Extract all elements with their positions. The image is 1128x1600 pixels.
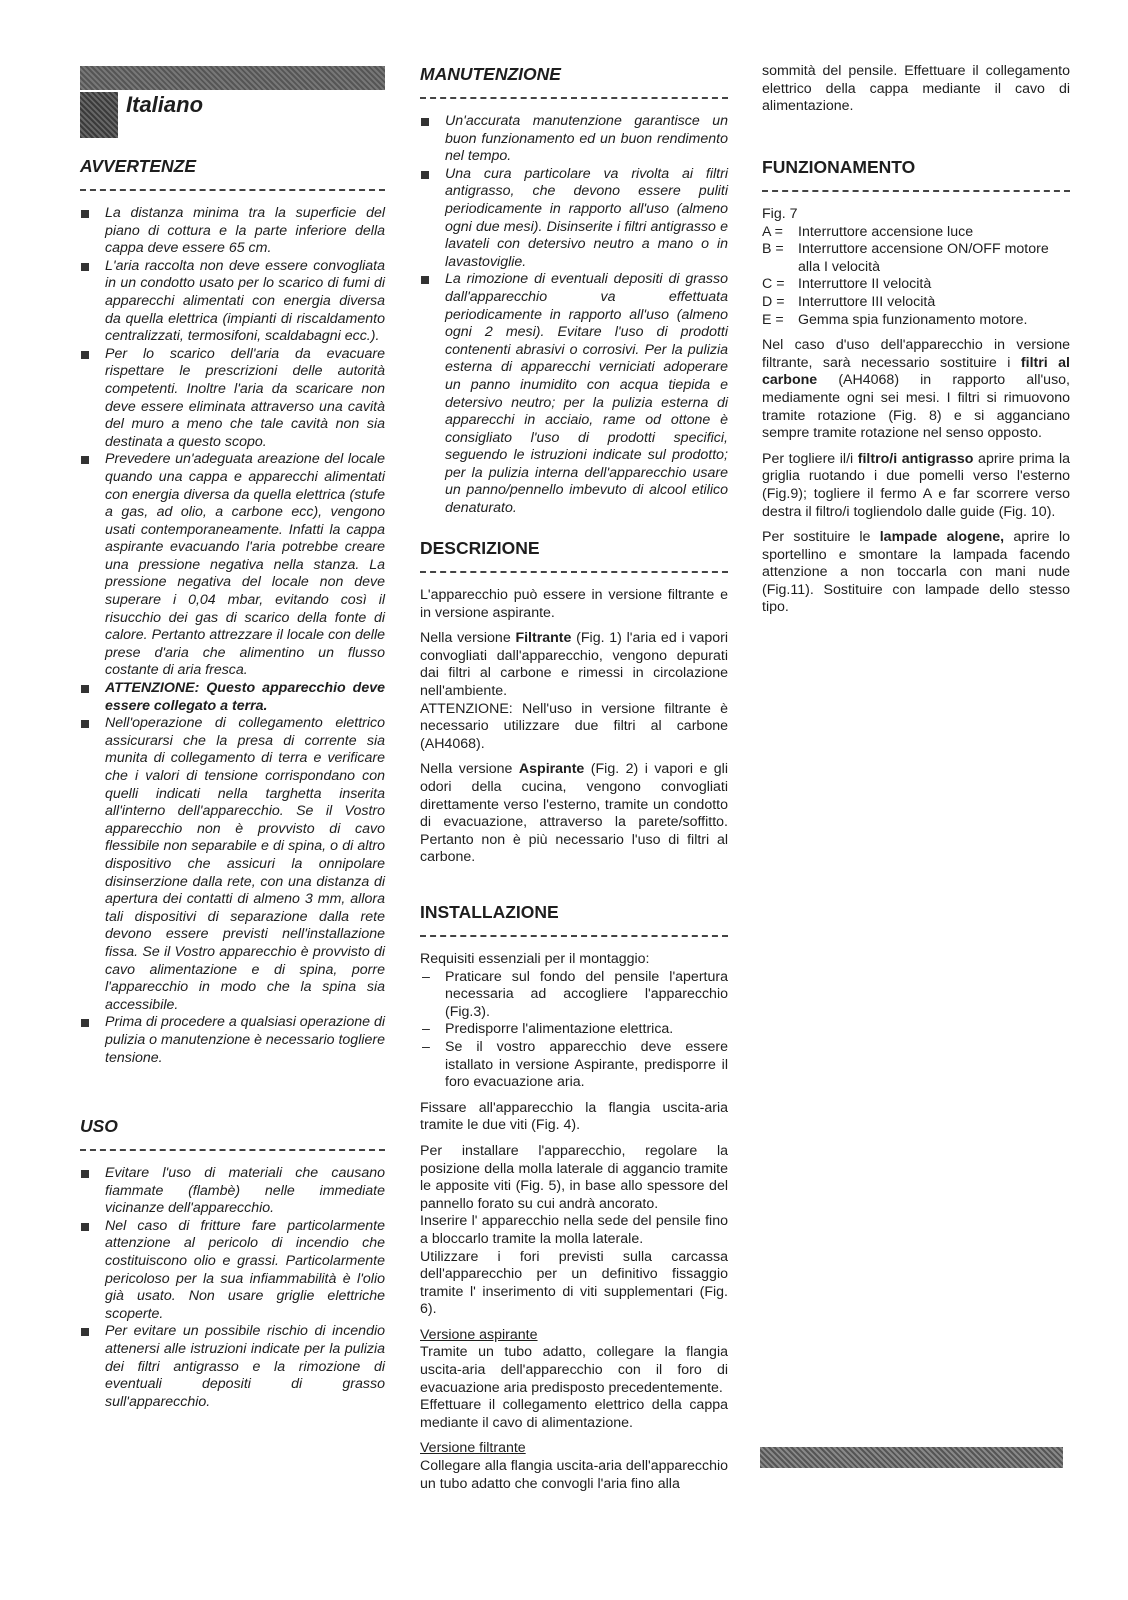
paragraph: sommità del pensile. Effettuare il collegamento elettrico della cappa mediante il cavo di alimentazione. <box>762 63 1070 115</box>
legend-item: B = Interruttore accensione ON/OFF motore alla I velocità <box>762 241 1049 275</box>
legend-item: E = Gemma spia funzionamento motore. <box>762 311 1028 328</box>
section-avvertenze <box>80 155 385 1067</box>
paragraph: Fissare all'apparecchio la flangia uscita-aria tramite le due viti (Fig. 4). <box>420 1099 728 1134</box>
section-manutenzione <box>420 63 728 518</box>
list-item: Prevedere un'adeguata areazione del locale quando una cappa e apparecchi alimentati con energia diversa da quella elettrica (stufe a gas, ad olio, a carbone ecc), vengono usati contemporaneamente. Infatti la cappa aspirante evacuando l'aria potrebbe creare una pressione negativa nella stanza. La pressione negativa del locale non deve superare i 0,04 mbar, evitando così il risucchio dei gas di scarico della fonte di calore. Pertanto attrezzare il locale con delle prese d'aria che alimentino un flusso costante di aria fresca. <box>80 451 385 680</box>
divider <box>420 935 728 937</box>
subheading: Versione filtrante <box>420 1440 526 1457</box>
bullet-icon <box>81 1328 89 1336</box>
section-heading: MANUTENZIONE <box>420 64 561 84</box>
list-item: – Predisporre l'alimentazione elettrica. <box>422 1021 674 1038</box>
paragraph: Nella versione Aspirante (Fig. 2) i vapori e gli odori della cucina, vengono convogliati direttamente verso l'esterno, tramite un condotto di evacuazione, attraverso la parete/soffitto. Pertanto non è più necessario l'uso di filtri al carbone. <box>420 761 728 866</box>
warning-list <box>80 205 385 1067</box>
section-descrizione <box>420 537 728 875</box>
bullet-icon <box>81 1170 89 1178</box>
list-item: Per lo scarico dell'aria da evacuare rispettare le prescrizioni delle autorità competenti. Inoltre l'aria da scaricare non deve essere eliminata attraverso una cavità del muro a meno che tale cavità non sia destinata a questo scopo. <box>80 346 385 452</box>
list-item: Un'accurata manutenzione garantisce un buon funzionamento ed un buon rendimento nel tempo. <box>420 113 728 166</box>
right-column <box>762 63 1070 124</box>
bullet-icon <box>81 1223 89 1231</box>
list-item: Prima di procedere a qualsiasi operazione di pulizia o manutenzione è necessario togliere tensione. <box>80 1014 385 1067</box>
divider <box>80 1149 385 1151</box>
paragraph: Nella versione Filtrante (Fig. 1) l'aria ed i vapori convogliati dall'apparecchio, vengono depurati dai filtri al carbone e rimessi in circolazione nell'ambiente. <box>420 630 728 699</box>
list-item: La distanza minima tra la superficie del piano di cottura e la parte inferiore della cappa deve essere 65 cm. <box>80 205 385 258</box>
paragraph: Inserire l' apparecchio nella sede del pensile fino a bloccarlo tramite la molla laterale. <box>420 1213 728 1247</box>
subheading: Versione aspirante <box>420 1326 538 1343</box>
language-marker <box>80 92 118 138</box>
list-item: Evitare l'uso di materiali che causano fiammate (flambè) nelle immediate vicinanze dell'apparecchio. <box>80 1165 385 1218</box>
language-title: Italiano <box>126 92 204 117</box>
list-item: – Se il vostro apparecchio deve essere istallato in versione Aspirante, predisporre il foro evacuazione aria. <box>422 1038 728 1091</box>
divider <box>420 571 728 573</box>
list-item: – Praticare sul fondo del pensile l'apertura necessaria ad accogliere l'apparecchio (Fig.3). <box>422 968 728 1020</box>
legend-item: C = Interruttore II velocità <box>762 276 932 293</box>
control-legend <box>762 224 1070 330</box>
list-item: La rimozione di eventuali depositi di grasso dall'apparecchio va effettuata periodicamente in rapporto all'uso (almeno ogni 2 mesi). Evitare l'uso di prodotti contenenti abrasivi o corrosivi. Per la pulizia esterna di apparecchi verniciati adoperare un panno inumidito con acqua tiepida e detersivo neutro; per la pulizia esterna di apparecchi in acciaio, rame od ottone è consigliato l'uso di prodotti specifici, seguendo le istruzioni indicate sul prodotto; per la pulizia interna dell'apparecchio usare un panno/pennello imbevuto di alcool etilico denaturato. <box>420 271 728 517</box>
bullet-icon <box>81 263 89 271</box>
dash-icon: – <box>422 1021 430 1038</box>
figure-ref: Fig. 7 <box>762 206 798 222</box>
bullet-icon <box>81 1019 89 1027</box>
paragraph: Tramite un tubo adatto, collegare la flangia uscita-aria dell'apparecchio con il foro di evacuazione aria predisposto precedentemente. <box>420 1344 728 1396</box>
divider <box>762 190 1070 192</box>
paragraph: Utilizzare i fori previsti sulla carcassa dell'apparecchio per un definitivo fissaggio tramite l' inserimento di viti supplementari (Fig. 6). <box>420 1248 728 1318</box>
list-item: Una cura particolare va rivolta ai filtri antigrasso, che devono essere puliti periodicamente in rapporto all'uso (almeno ogni due mesi). Disinserite i filtri antigrasso e lavateli con detersivo neutro a mano o in lavastoviglie. <box>420 166 728 272</box>
bullet-icon <box>81 351 89 359</box>
section-heading: FUNZIONAMENTO <box>762 157 916 177</box>
section-installazione <box>420 901 728 1493</box>
bullet-icon <box>81 720 89 728</box>
bullet-icon <box>421 171 429 179</box>
maintenance-list <box>420 113 728 518</box>
paragraph: Collegare alla flangia uscita-aria dell'apparecchio un tubo adatto che convogli l'aria fino alla <box>420 1458 728 1492</box>
legend-item: A = Interruttore accensione luce <box>762 223 974 240</box>
list-item: Nel caso di fritture fare particolarmente attenzione al pericolo di incendio che costituiscono olio e grassi. Particolarmente pericoloso per la sua infiammabilità è l'olio già usato. Non usare griglie elettriche scoperte. <box>80 1218 385 1324</box>
legend-item: D = Interruttore III velocità <box>762 293 936 310</box>
paragraph: Per sostituire le lampade alogene, aprire lo sportellino e smontare la lampada facendo attenzione a non toccarla con mani nude (Fig.11). Sostituire con lampade dello stesso tipo. <box>762 529 1071 616</box>
section-heading: AVVERTENZE <box>80 156 197 176</box>
paragraph: Effettuare il collegamento elettrico della cappa mediante il cavo di alimentazione. <box>420 1397 728 1431</box>
paragraph: Per togliere il/i filtro/i antigrasso aprire prima la griglia ruotando i due pomelli verso l'esterno (Fig.9); togliere il fermo A e far scorrere verso destra il filtro/i togliendolo dalle guide (Fig. 10). <box>762 450 1071 520</box>
bullet-icon <box>81 456 89 464</box>
header-bar <box>80 66 385 90</box>
dash-icon: – <box>422 1038 430 1055</box>
section-heading: USO <box>80 1116 118 1136</box>
paragraph: Per installare l'apparecchio, regolare la posizione della molla laterale di aggancio tramite le apposite viti (Fig. 5), in base allo spessore del pannello forato su cui andrà ancorato. <box>420 1142 728 1212</box>
section-uso <box>80 1115 385 1411</box>
section-heading: INSTALLAZIONE <box>420 902 559 922</box>
paragraph: Requisiti essenziali per il montaggio: <box>420 951 650 967</box>
requirements-list <box>420 969 728 1092</box>
paragraph: ATTENZIONE: Nell'uso in versione filtrante è necessario utilizzare due filtri al carbone (AH4068). <box>420 700 728 752</box>
section-heading: DESCRIZIONE <box>420 538 540 558</box>
list-item: Per evitare un possibile rischio di incendio attenersi alle istruzioni indicate per la pulizia dei filtri antigrasso e la rimozione di eventuali depositi di grasso sull'apparecchio. <box>80 1323 385 1411</box>
bullet-icon <box>421 118 429 126</box>
paragraph: L'apparecchio può essere in versione filtrante e in versione aspirante. <box>420 587 728 621</box>
bullet-icon <box>421 276 429 284</box>
list-item: Nell'operazione di collegamento elettrico assicurarsi che la presa di corrente sia munita di collegamento di terra e verificare che i valori di tensione corrispondano con quelli indicati nella targhetta inserita all'interno dell'apparecchio. Se il Vostro apparecchio non è provvisto di cavo flessibile non separabile e di spina, o di altro dispositivo che assicuri la onnipolare disinserzione dalla rete, con una distanza di apertura dei contatti di almeno 3 mm, allora tali dispositivi di separazione dalla rete devono essere previsti nell'installazione fissa. Se il Vostro apparecchio è provvisto di cavo alimentazione e di spina, porre l'apparecchio in modo che la spina sia accessibile. <box>80 715 385 1014</box>
bullet-icon <box>81 210 89 218</box>
list-item: ATTENZIONE: Questo apparecchio deve essere collegato a terra. <box>80 680 385 715</box>
divider <box>80 189 385 191</box>
paragraph: Nel caso d'uso dell'apparecchio in versione filtrante, sarà necessario sostituire i filtri al carbone (AH4068) in rapporto all'uso, mediamente ogni sei mesi. I filtri si rimuovono tramite rotazione (Fig. 8) e si agganciano sempre tramite rotazione nel senso opposto. <box>762 337 1070 442</box>
dash-icon: – <box>422 968 430 985</box>
section-funzionamento <box>762 156 1070 625</box>
usage-list <box>80 1165 385 1411</box>
bullet-icon <box>81 685 89 693</box>
footer-bar <box>760 1447 1063 1468</box>
divider <box>420 97 728 99</box>
list-item: L'aria raccolta non deve essere convogliata in un condotto usato per lo scarico di fumi di apparecchi alimentati con energia diversa da quella elettrica (impianti di riscaldamento centralizzati, termosifoni, scaldabagni ecc.). <box>80 258 385 346</box>
